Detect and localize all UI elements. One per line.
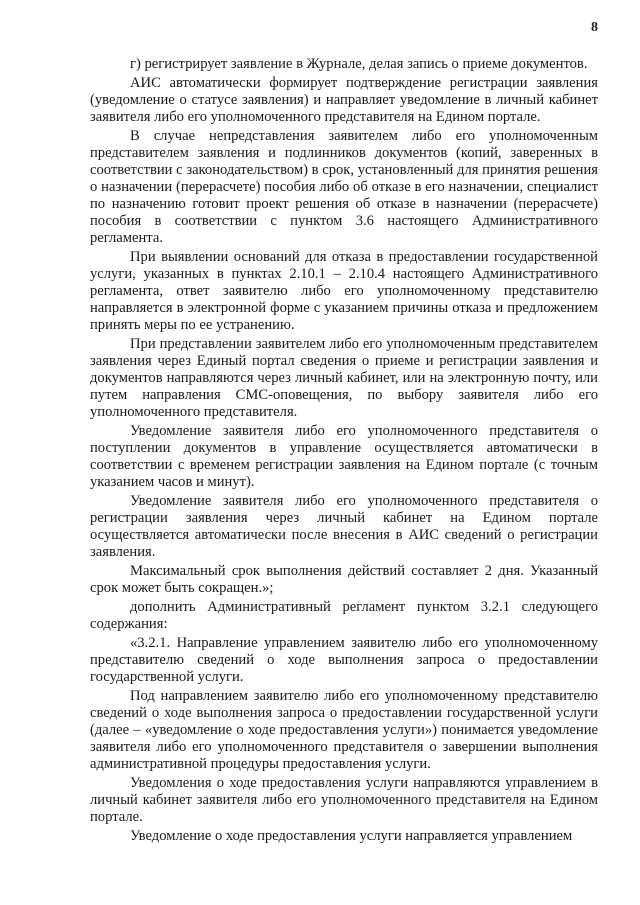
paragraph: АИС автоматически формирует подтверждение регистрации заявления (уведомление о статусе заявления) и направляет уведомление в личный кабинет заявителя либо его уполномоченного представителя на Едином портале. — [90, 75, 598, 125]
body-text — [90, 56, 598, 847]
paragraph: Под направлением заявителю либо его уполномоченному представителю сведений о ходе выполнения запроса о предоставлении государственной услуги (далее – «уведомление о ходе предоставления услуги») понимается уведомление заявителя либо его уполномоченного представителя о завершении выполнения административной процедуры предоставления услуги. — [90, 688, 598, 772]
paragraph: При выявлении оснований для отказа в предоставлении государственной услуги, указанных в пунктах 2.10.1 – 2.10.4 настоящего Административного регламента, ответ заявителю либо его уполномоченному представителю направляется в электронной форме с указанием причины отказа и предложением принять меры по ее устранению. — [90, 249, 598, 333]
paragraph: дополнить Административный регламент пунктом 3.2.1 следующего содержания: — [90, 599, 598, 632]
page-number: 8 — [591, 20, 598, 35]
paragraph: г) регистрирует заявление в Журнале, делая запись о приеме документов. — [130, 56, 588, 72]
paragraph: Уведомления о ходе предоставления услуги направляются управлением в личный кабинет заявителя либо его уполномоченного представителя на Едином портале. — [90, 775, 598, 825]
paragraph: При представлении заявителем либо его уполномоченным представителем заявления через Единый портал сведения о приеме и регистрации заявления и документов направляются через личный кабинет, или на электронную почту, или путем направления СМС-оповещения, по выбору заявителя либо его уполномоченного представителя. — [90, 336, 598, 420]
paragraph: Уведомление заявителя либо его уполномоченного представителя о регистрации заявления через личный кабинет на Едином портале осуществляется автоматически после внесения в АИС сведений о регистрации заявления. — [90, 493, 598, 560]
paragraph: Уведомление о ходе предоставления услуги направляется управлением — [130, 828, 573, 844]
paragraph: «3.2.1. Направление управлением заявителю либо его уполномоченному представителю сведений о ходе выполнения запроса о предоставлении государственной услуги. — [90, 635, 598, 685]
paragraph: Уведомление заявителя либо его уполномоченного представителя о поступлении документов в управление осуществляется автоматически в соответствии с временем регистрации заявления на Едином портале (с точным указанием часов и минут). — [90, 423, 598, 490]
paragraph: Максимальный срок выполнения действий составляет 2 дня. Указанный срок может быть сокращен.»; — [90, 563, 598, 596]
paragraph: В случае непредставления заявителем либо его уполномоченным представителем заявления и подлинников документов (копий, заверенных в соответствии с законодательством) в срок, установленный для принятия решения о назначении (перерасчете) пособия либо об отказе в его назначении, специалист по назначению готовит проект решения об отказе в назначении (перерасчете) пособия в соответствии с пунктом 3.6 настоящего Административного регламента. — [90, 128, 598, 246]
